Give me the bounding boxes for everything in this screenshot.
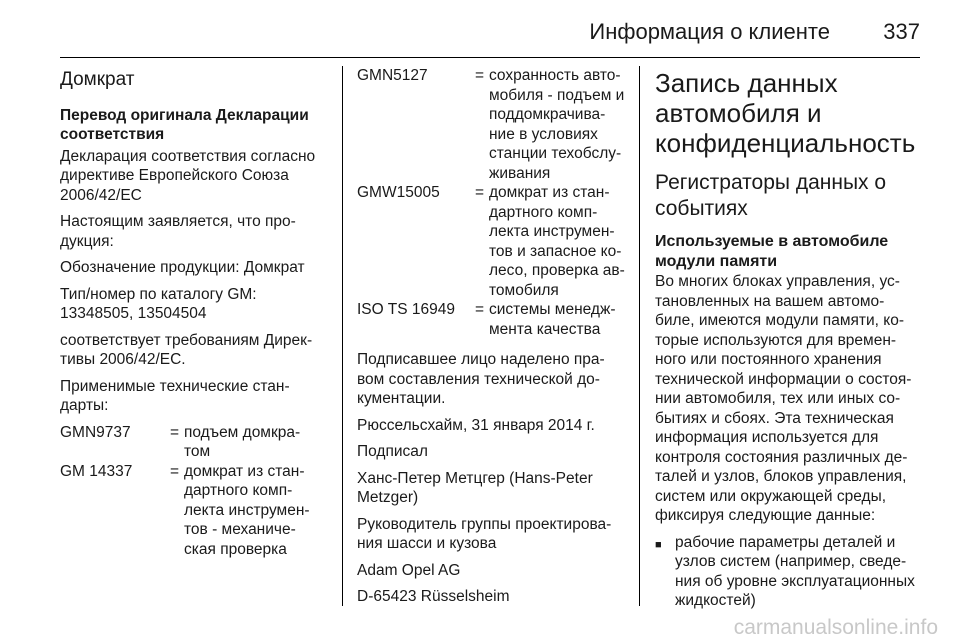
company-name: Adam Opel AG [357,561,461,579]
paragraph: Применимые технические стан- дарты: [60,377,290,414]
standard-code: GMN5127 [357,67,428,84]
column-left [60,66,330,559]
standard-code: GMW15005 [357,184,440,201]
column-divider [342,66,343,606]
equals-sign: = [475,67,485,84]
header-title: Информация о клиенте [589,19,830,44]
paragraph: соответствует требованиям Дирек- тивы 2006/42/ЕС. [60,331,313,368]
standard-row [60,423,330,462]
standard-code: ISO TS 16949 [357,301,455,318]
standard-description: домкрат из стан- дартного комп- лекта инструмен- тов и запасное ко- лесо, проверка ав- томобиля [489,184,625,299]
signed-label: Подписал [357,443,428,460]
column-divider [639,66,640,606]
paragraph: Обозначение продукции: Домкрат [60,259,305,276]
column-middle [357,66,629,614]
page-number: 337 [883,19,920,44]
section-title: Домкрат [60,69,135,90]
company-address: D-65423 Rüsselsheim [357,588,510,605]
bullet-square-icon: ■ [655,538,662,551]
watermark: carmanualsonline.info [733,616,938,639]
chapter-title: Запись данных автомобиля и конфиденциальность [655,68,916,158]
standard-code: GM 14337 [60,462,133,480]
equals-sign: = [170,423,180,441]
header-rule [60,57,920,58]
paragraph: Подписавшее лицо наделено пра- вом составления технической до- кументации. [357,351,605,407]
paragraph: Во многих блоках управления, ус- тановленных на вашем автомо- биле, имеются модули памяти, ко- торые используются для времен- ного или постоянного хранения технической информации о состоя- нии автомобиля, тех или иных со- бытиях и сбоях. Эта техническая информация используется для контроля состояния различных де- талей и узлов, блоков управления, систем или окружающей среды, фиксируя следующие данные: [655,273,912,524]
subsection-title: Перевод оригинала Декларации соответствия [60,106,309,143]
standard-description: подъем домкра- том [184,423,301,460]
paragraph: Настоящим заявляется, что про- дукция: [60,213,296,250]
bullet-item [655,533,925,611]
bullet-text: рабочие параметры деталей и узлов систем (например, сведе- ния об уровне эксплуатационных жидкостей) [675,533,915,609]
signatory-position: Руководитель группы проектирова- ния шасси и кузова [357,515,612,552]
equals-sign: = [475,184,485,201]
equals-sign: = [170,462,180,480]
paragraph: Тип/номер по каталогу GM: 13348505, 13504504 [60,285,257,322]
equals-sign: = [475,301,485,318]
column-right [655,66,925,611]
standard-description: системы менедж- мента качества [489,301,616,338]
standard-row [357,300,629,339]
standard-description: сохранность авто- мобиля - подъем и поддомкрачива- ние в условиях станции техобслу- живания [489,67,625,182]
section-title: Регистраторы данных о событиях [655,171,887,220]
page-header [0,0,960,62]
standard-code: GMN9737 [60,423,131,441]
paragraph: Декларация соответствия согласно директиве Европейского Союза 2006/42/ЕС [60,147,316,204]
standard-description: домкрат из стан- дартного комп- лекта инструмен- тов - механиче- ская проверка [184,462,310,558]
standard-row [357,66,629,183]
standard-row [60,462,330,560]
signatory-name: Ханс-Петер Метцгер (Hans-Peter Metzger) [357,469,593,506]
date-line: Рюссельсхайм, 31 января 2014 г. [357,416,595,434]
subsection-title: Используемые в автомобиле модули памяти [655,233,889,270]
standard-row [357,183,629,300]
